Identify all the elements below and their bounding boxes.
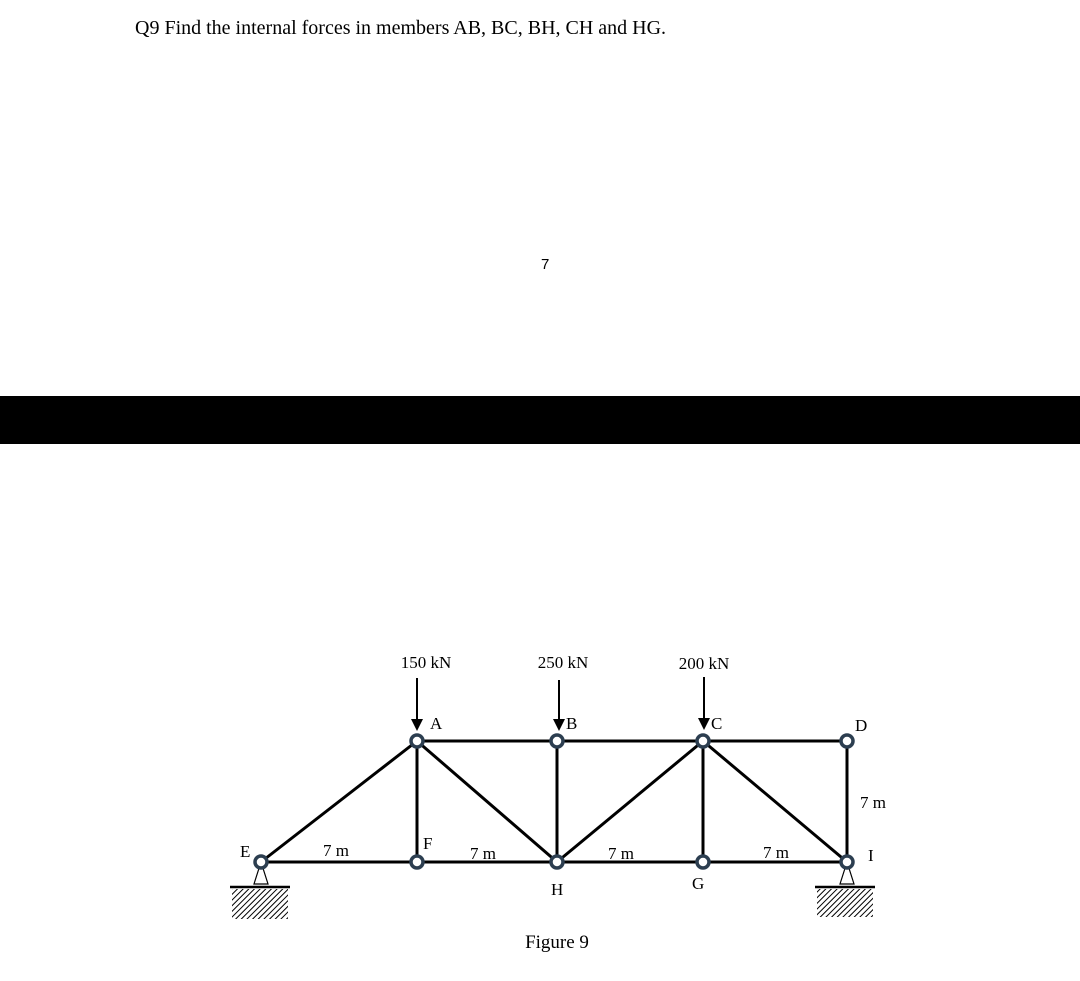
joint-e: [255, 856, 267, 868]
load-arrow-b: [553, 680, 565, 731]
node-label-e: E: [240, 842, 251, 861]
dimension-label-fh: 7 m: [470, 844, 496, 863]
figure-caption: Figure 9: [525, 932, 589, 953]
joint-i: [841, 856, 853, 868]
page-number: 7: [541, 256, 550, 273]
joint-f: [411, 856, 423, 868]
dimension-label-di: 7 m: [860, 793, 886, 812]
load-label-c: 200 kN: [678, 654, 730, 673]
joint-g: [697, 856, 709, 868]
joint-a: [411, 735, 423, 747]
node-label-b: B: [566, 714, 578, 733]
node-label-c: C: [711, 714, 723, 733]
node-label-f: F: [423, 834, 433, 853]
dimension-label-hg: 7 m: [608, 844, 634, 863]
support-i: [815, 862, 875, 917]
joint-d: [841, 735, 853, 747]
joint-h: [551, 856, 563, 868]
dimension-label-ef: 7 m: [323, 841, 349, 860]
load-arrow-a: [411, 678, 423, 731]
node-label-d: D: [855, 716, 868, 735]
support-e: [230, 862, 290, 919]
joint-c: [697, 735, 709, 747]
load-label-a: 150 kN: [400, 653, 452, 672]
node-label-i: I: [868, 846, 874, 865]
load-label-b: 250 kN: [537, 653, 589, 672]
question-text: Q9 Find the internal forces in members AB, BC, BH, CH and HG.: [135, 17, 667, 39]
node-label-g: G: [692, 874, 705, 893]
load-arrow-c: [698, 677, 710, 730]
joint-b: [551, 735, 563, 747]
node-label-h: H: [551, 880, 564, 899]
node-label-a: A: [430, 714, 443, 733]
dimension-label-gi: 7 m: [763, 843, 789, 862]
